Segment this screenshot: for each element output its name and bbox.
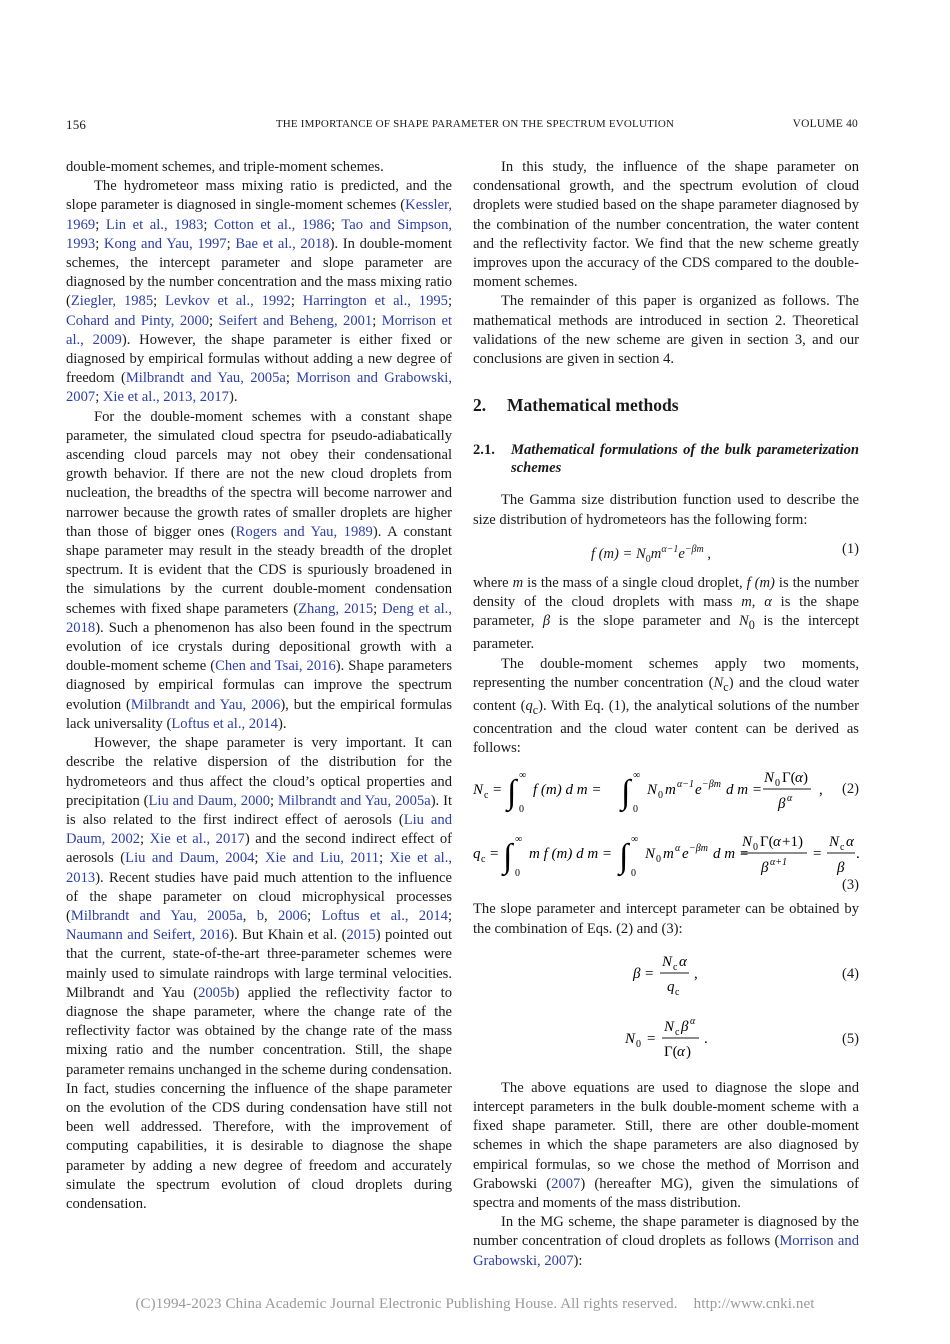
equation-4-graphic (473, 947, 773, 999)
citation-link[interactable]: Zhang, 2015 (298, 600, 374, 617)
svg-text:Γ(: Γ( (782, 770, 796, 787)
footer (0, 1296, 950, 1313)
svg-text:α: α (773, 834, 781, 851)
citation-link[interactable]: Xie et al., 2013, 2017 (102, 389, 229, 406)
svg-text:0: 0 (633, 804, 638, 816)
svg-text:∞: ∞ (519, 770, 527, 782)
paragraph: However, the shape parameter is very important. It can describe the relative dispersion of the distribution for the hydrometeors and thus affect the cloud’s optical properties and precipitation (Liu and Daum, 2000; Milbrandt and Yau, 2005a). It is also related to the first indirect effect of aerosols (Liu and Daum, 2002; Xie et al., 2017) and the second indirect effect of aerosols (Liu and Daum, 2004; Xie and Liu, 2011; Xie et al., 2013). Recent studies have paid much attention to the influence of the shape parameter on cloud microphysical processes (Milbrandt and Yau, 2005a, b, 2006; Loftus et al., 2014; Naumann and Seifert, 2016). But Khain et al. (2015) pointed out that the current, state-of-the-art three-parameter schemes were mainly used to simulate raindrops with large terminal velocities. Milbrandt and Yau (2005b) applied the reflectivity factor to diagnose the shape parameter, where the change rate of the reflectivity factor was obtained by the change rate of the mass mixing ratio and the number concentration. Still, the shape parameter remains unchanged in the scheme during condensation. In fact, studies concerning the influence of the shape parameter on the evolution of the CDS during condensation have still not been well addressed. Therefore, with the improvement of computing capabilities, it is desirable to diagnose the shape parameter by adding a new degree of freedom and accurately simulate the spectrum evolution of cloud droplets during condensation. (66, 735, 453, 1212)
svg-text:=: = (490, 846, 499, 863)
citation-link[interactable]: Tao and Simpson, 1993 (66, 216, 453, 252)
svg-text:0: 0 (658, 790, 663, 802)
svg-text:α: α (795, 770, 803, 787)
svg-text:N: N (473, 782, 484, 799)
citation-link[interactable]: 2015 (346, 927, 376, 944)
svg-text:β: β (681, 1018, 689, 1035)
svg-text:∞: ∞ (631, 834, 639, 846)
equation-4 (473, 947, 859, 1009)
svg-text:c: c (675, 986, 680, 998)
svg-text:−βm: −βm (689, 843, 708, 855)
equation-5-graphic (473, 1009, 773, 1065)
svg-text:0: 0 (656, 854, 661, 866)
svg-text:d m =: d m = (726, 782, 762, 799)
citation-link[interactable]: Milbrandt and Yau, 2005a (277, 792, 431, 809)
citation-link[interactable]: Xie and Liu, 2011 (264, 850, 380, 867)
equation-number: (4) (841, 965, 859, 982)
paragraph: where m is the mass of a single cloud droplet, f (m) is the number density of the cloud droplets with mass m, α is the shape parameter, β is the slope parameter and $N_0$ is the intercept parameter. (473, 574, 860, 653)
svg-text:c: c (673, 961, 678, 973)
svg-text:,: , (819, 782, 823, 799)
citation-link[interactable]: Morrison and Grabowski, 2007 (66, 370, 452, 406)
citation-link[interactable]: Morrison et al., 2009 (66, 312, 453, 348)
svg-text:β: β (778, 796, 786, 813)
svg-text:e: e (695, 782, 702, 799)
citation-link[interactable]: Cotton et al., 1986 (214, 216, 332, 233)
citation-link[interactable]: 2006 (277, 907, 308, 924)
svg-text:∫: ∫ (507, 774, 517, 812)
citation-link[interactable]: Chen and Tsai, 2016 (215, 658, 336, 675)
paragraph: The remainder of this paper is organized as follows. The mathematical methods are introduced in section 2. Theoretical validations of the new scheme are given in section 3, and our conclusions are given in section 4. (473, 293, 859, 368)
citation-link[interactable]: 2005b (198, 984, 235, 1001)
citation-link[interactable]: Liu and Daum, 2002 (66, 811, 452, 848)
citation-link[interactable]: Loftus et al., 2014 (321, 907, 448, 924)
svg-text:α−1: α−1 (677, 779, 694, 791)
equation-number: (3) (841, 877, 859, 894)
svg-text:α: α (787, 793, 793, 805)
paragraph: For the double-moment schemes with a constant shape parameter, the simulated cloud spectra for pseudo-adiabatically ascending cloud parcels may not obey their condensational growth behavior. If there are not the new cloud droplets from nucleation, the breadths of the spectra will become narrower and narrower because the growth rates of smaller droplets are higher than those of bigger ones (Rogers and Yau, 1989). A constant shape parameter may result in the steady breadth of the droplet spectrum. It is evident that the CDS is spuriously broadened in the simulations by the current double-moment condensation schemes with fixed shape parameters (Zhang, 2015; Deng et al., 2018). Such a phenomenon has also been found in the spectrum evolution of ice crystals during depositional growth with a double-moment scheme (Chen and Tsai, 2016). Shape parameters diagnosed by empirical formulas can improve the spectrum evolution (Milbrandt and Yau, 2006), but the empirical formulas lack universality (Loftus et al., 2014). (66, 408, 453, 732)
svg-text:m: m (665, 782, 676, 799)
equation-number: (1) (841, 540, 859, 557)
citation-link[interactable]: Lin et al., 1983 (105, 216, 204, 233)
svg-text:0: 0 (631, 868, 636, 880)
svg-text:∞: ∞ (633, 770, 641, 782)
svg-text:m f (m) d m =: m f (m) d m = (529, 846, 613, 863)
citation-link[interactable]: Liu and Daum, 2004 (125, 850, 255, 867)
equation-number: (2) (841, 781, 859, 798)
volume-label: VOLUME 40 (792, 118, 858, 130)
equation-2 (473, 758, 859, 822)
subsection-heading: 2.1. Mathematical formulations of the bulk parameterization schemes (473, 442, 859, 477)
svg-text:+1): +1) (782, 834, 803, 851)
svg-text:c: c (481, 854, 486, 866)
svg-text:N: N (662, 953, 673, 970)
equation-5 (473, 1009, 859, 1079)
citation-link[interactable]: Milbrandt and Yau, 2005a (125, 370, 286, 387)
svg-text:∞: ∞ (515, 834, 523, 846)
svg-text:Γ(: Γ( (664, 1043, 678, 1060)
svg-text:d m =: d m = (713, 846, 749, 863)
svg-text:,: , (694, 965, 698, 982)
citation-link[interactable]: Harrington et al., 1995 (302, 293, 448, 310)
svg-text:α+1: α+1 (770, 857, 787, 869)
citation-link[interactable]: Morrison and Grabowski, 2007 (473, 1233, 859, 1269)
svg-text:0: 0 (515, 868, 520, 880)
citation-link[interactable]: 2007 (551, 1175, 581, 1192)
svg-text:∫: ∫ (621, 774, 631, 812)
svg-text:=: = (645, 965, 654, 982)
citation-link[interactable]: Seifert and Beheng, 2001 (218, 312, 373, 329)
svg-text:∫: ∫ (503, 838, 513, 876)
citation-link[interactable]: Ziegler, 1985 (70, 293, 154, 310)
svg-text:=: = (493, 782, 502, 799)
citation-link[interactable]: Deng et al., 2018 (66, 600, 452, 636)
citation-link[interactable]: Kong and Yau, 1997 (103, 235, 227, 252)
svg-text:c: c (840, 842, 845, 854)
svg-text:e: e (682, 846, 689, 863)
svg-text:c: c (484, 790, 489, 802)
paragraph: In this study, the influence of the shape parameter on condensational growth, and the spectrum evolution of cloud droplets were studied based on the shape parameter diagnosed by the combination of the number concentration, the water content and the reflectivity factor. We find that the new scheme greatly improves upon the accuracy of the CDS compared to the double-moment schemes. (473, 159, 859, 291)
svg-text:α: α (679, 953, 687, 970)
svg-text:α: α (846, 834, 854, 851)
paragraph: The hydrometeor mass mixing ratio is predicted, and the slope parameter is diagnosed in single-moment schemes (Kessler, 1969; Lin et al., 1983; Cotton et al., 1986; Tao and Simpson, 1993; Kong and Yau, 1997; Bae et al., 2018). In double-moment schemes, the intercept parameter and slope parameter are diagnosed by the number concentration and the mass mixing ratio (Ziegler, 1985; Levkov et al., 1992; Harrington et al., 1995; Cohard and Pinty, 2000; Seifert and Beheng, 2001; Morrison et al., 2009). However, the shape parameter is either fixed or diagnosed by empirical formulas without adding a new degree of freedom (Milbrandt and Yau, 2005a; Morrison and Grabowski, 2007; Xie et al., 2013, 2017). (66, 178, 453, 406)
svg-text:0: 0 (519, 804, 524, 816)
citation-link[interactable]: b (256, 907, 265, 924)
citation-link[interactable]: Rogers and Yau, 1989 (235, 523, 373, 540)
svg-text:N: N (645, 846, 656, 863)
citation-link[interactable]: Levkov et al., 1992 (165, 293, 291, 310)
section-heading: 2. Mathematical methods (473, 395, 679, 416)
svg-text:N: N (625, 1030, 636, 1047)
svg-text:∫: ∫ (619, 838, 629, 876)
paragraph: The Gamma size distribution function used to describe the size distribution of hydrometeors has the following form: (473, 492, 859, 528)
svg-text:N: N (742, 834, 753, 851)
svg-text:0: 0 (753, 842, 758, 854)
citation-link[interactable]: Bae et al., 2018 (235, 235, 330, 252)
equation-3 (473, 822, 859, 900)
svg-text:α: α (690, 1015, 696, 1027)
svg-text:α: α (675, 843, 681, 855)
equation-number: (5) (841, 1030, 859, 1047)
citation-link[interactable]: Kessler, 1969 (66, 197, 452, 233)
svg-text:q: q (667, 978, 675, 995)
right-column (473, 158, 859, 1271)
svg-text:−βm: −βm (702, 779, 721, 791)
svg-text:0: 0 (636, 1038, 641, 1050)
svg-text:β: β (761, 860, 769, 877)
left-column (66, 158, 452, 1214)
svg-text:N: N (829, 834, 840, 851)
svg-text:f (m) d m =: f (m) d m = (533, 782, 602, 799)
citation-link[interactable]: Cohard and Pinty, 2000 (66, 312, 210, 329)
paragraph: The above equations are used to diagnose the slope and intercept parameters in the bulk double-moment scheme with a fixed shape parameter. Still, there are other double-moment schemes in which the shape parameters are also diagnosed by empirical formulas, so we chose the method of Morrison and Grabowski (2007) (hereafter MG), given the simulations of spectra and moments of the mass distribution. (473, 1079, 859, 1212)
citation-link[interactable]: Naumann and Seifert, 2016 (66, 927, 230, 944)
paragraph: The slope parameter and intercept parameter can be obtained by the combination of Eqs. (2) and (3): (473, 901, 859, 937)
citation-link[interactable]: Xie et al., 2013 (66, 850, 452, 886)
svg-text:α: α (677, 1043, 685, 1060)
svg-text:=: = (647, 1030, 656, 1047)
svg-text:m: m (663, 846, 674, 863)
page-number: 156 (66, 117, 87, 132)
svg-text:q: q (473, 846, 481, 863)
svg-text:): ) (803, 770, 808, 787)
footer-url[interactable]: http://www.cnki.net (693, 1296, 815, 1312)
running-title: THE IMPORTANCE OF SHAPE PARAMETER ON THE SPECTRUM EVOLUTION (275, 118, 675, 130)
equation-3-graphic (473, 822, 859, 884)
svg-text:.: . (704, 1030, 708, 1047)
svg-text:Γ(: Γ( (760, 834, 774, 851)
svg-text:.: . (856, 846, 860, 863)
citation-link[interactable]: Loftus et al., 2014 (171, 715, 278, 732)
svg-text:β: β (633, 965, 641, 982)
svg-text:N: N (664, 1018, 675, 1035)
svg-text:c: c (675, 1026, 680, 1038)
svg-text:=: = (813, 846, 822, 863)
citation-link[interactable]: Milbrandt and Yau, 2005a (70, 907, 243, 924)
paragraph: In the MG scheme, the shape parameter is diagnosed by the number concentration of cloud droplets as follows (Morrison and Grabowski, 2007): (473, 1214, 859, 1269)
equation-1: f $(m) = N_0m^{\alpha-1}e^{-\beta m}$ , (1) (590, 540, 859, 565)
paragraph: double-moment schemes, and triple-moment schemes. (66, 159, 384, 175)
equation-2-graphic (473, 758, 833, 818)
svg-text:N: N (764, 770, 775, 787)
copyright-notice: (C)1994-2023 China Academic Journal Electronic Publishing House. All rights reserved. (135, 1296, 678, 1312)
citation-link[interactable]: Milbrandt and Yau, 2006 (130, 696, 281, 713)
svg-text:N: N (647, 782, 658, 799)
svg-text:): ) (686, 1043, 691, 1060)
svg-text:β: β (837, 860, 845, 877)
svg-text:0: 0 (775, 778, 780, 790)
paragraph: The double-moment schemes apply two moments, representing the number concentration $(N_c)$ and the cloud water content $(q_c)$. With Eq. (1), the analytical solutions of the number concentration and the cloud water content can be derived as follows: (473, 655, 859, 757)
citation-link[interactable]: Liu and Daum, 2000 (148, 792, 270, 809)
citation-link[interactable]: Xie et al., 2017 (149, 831, 245, 848)
